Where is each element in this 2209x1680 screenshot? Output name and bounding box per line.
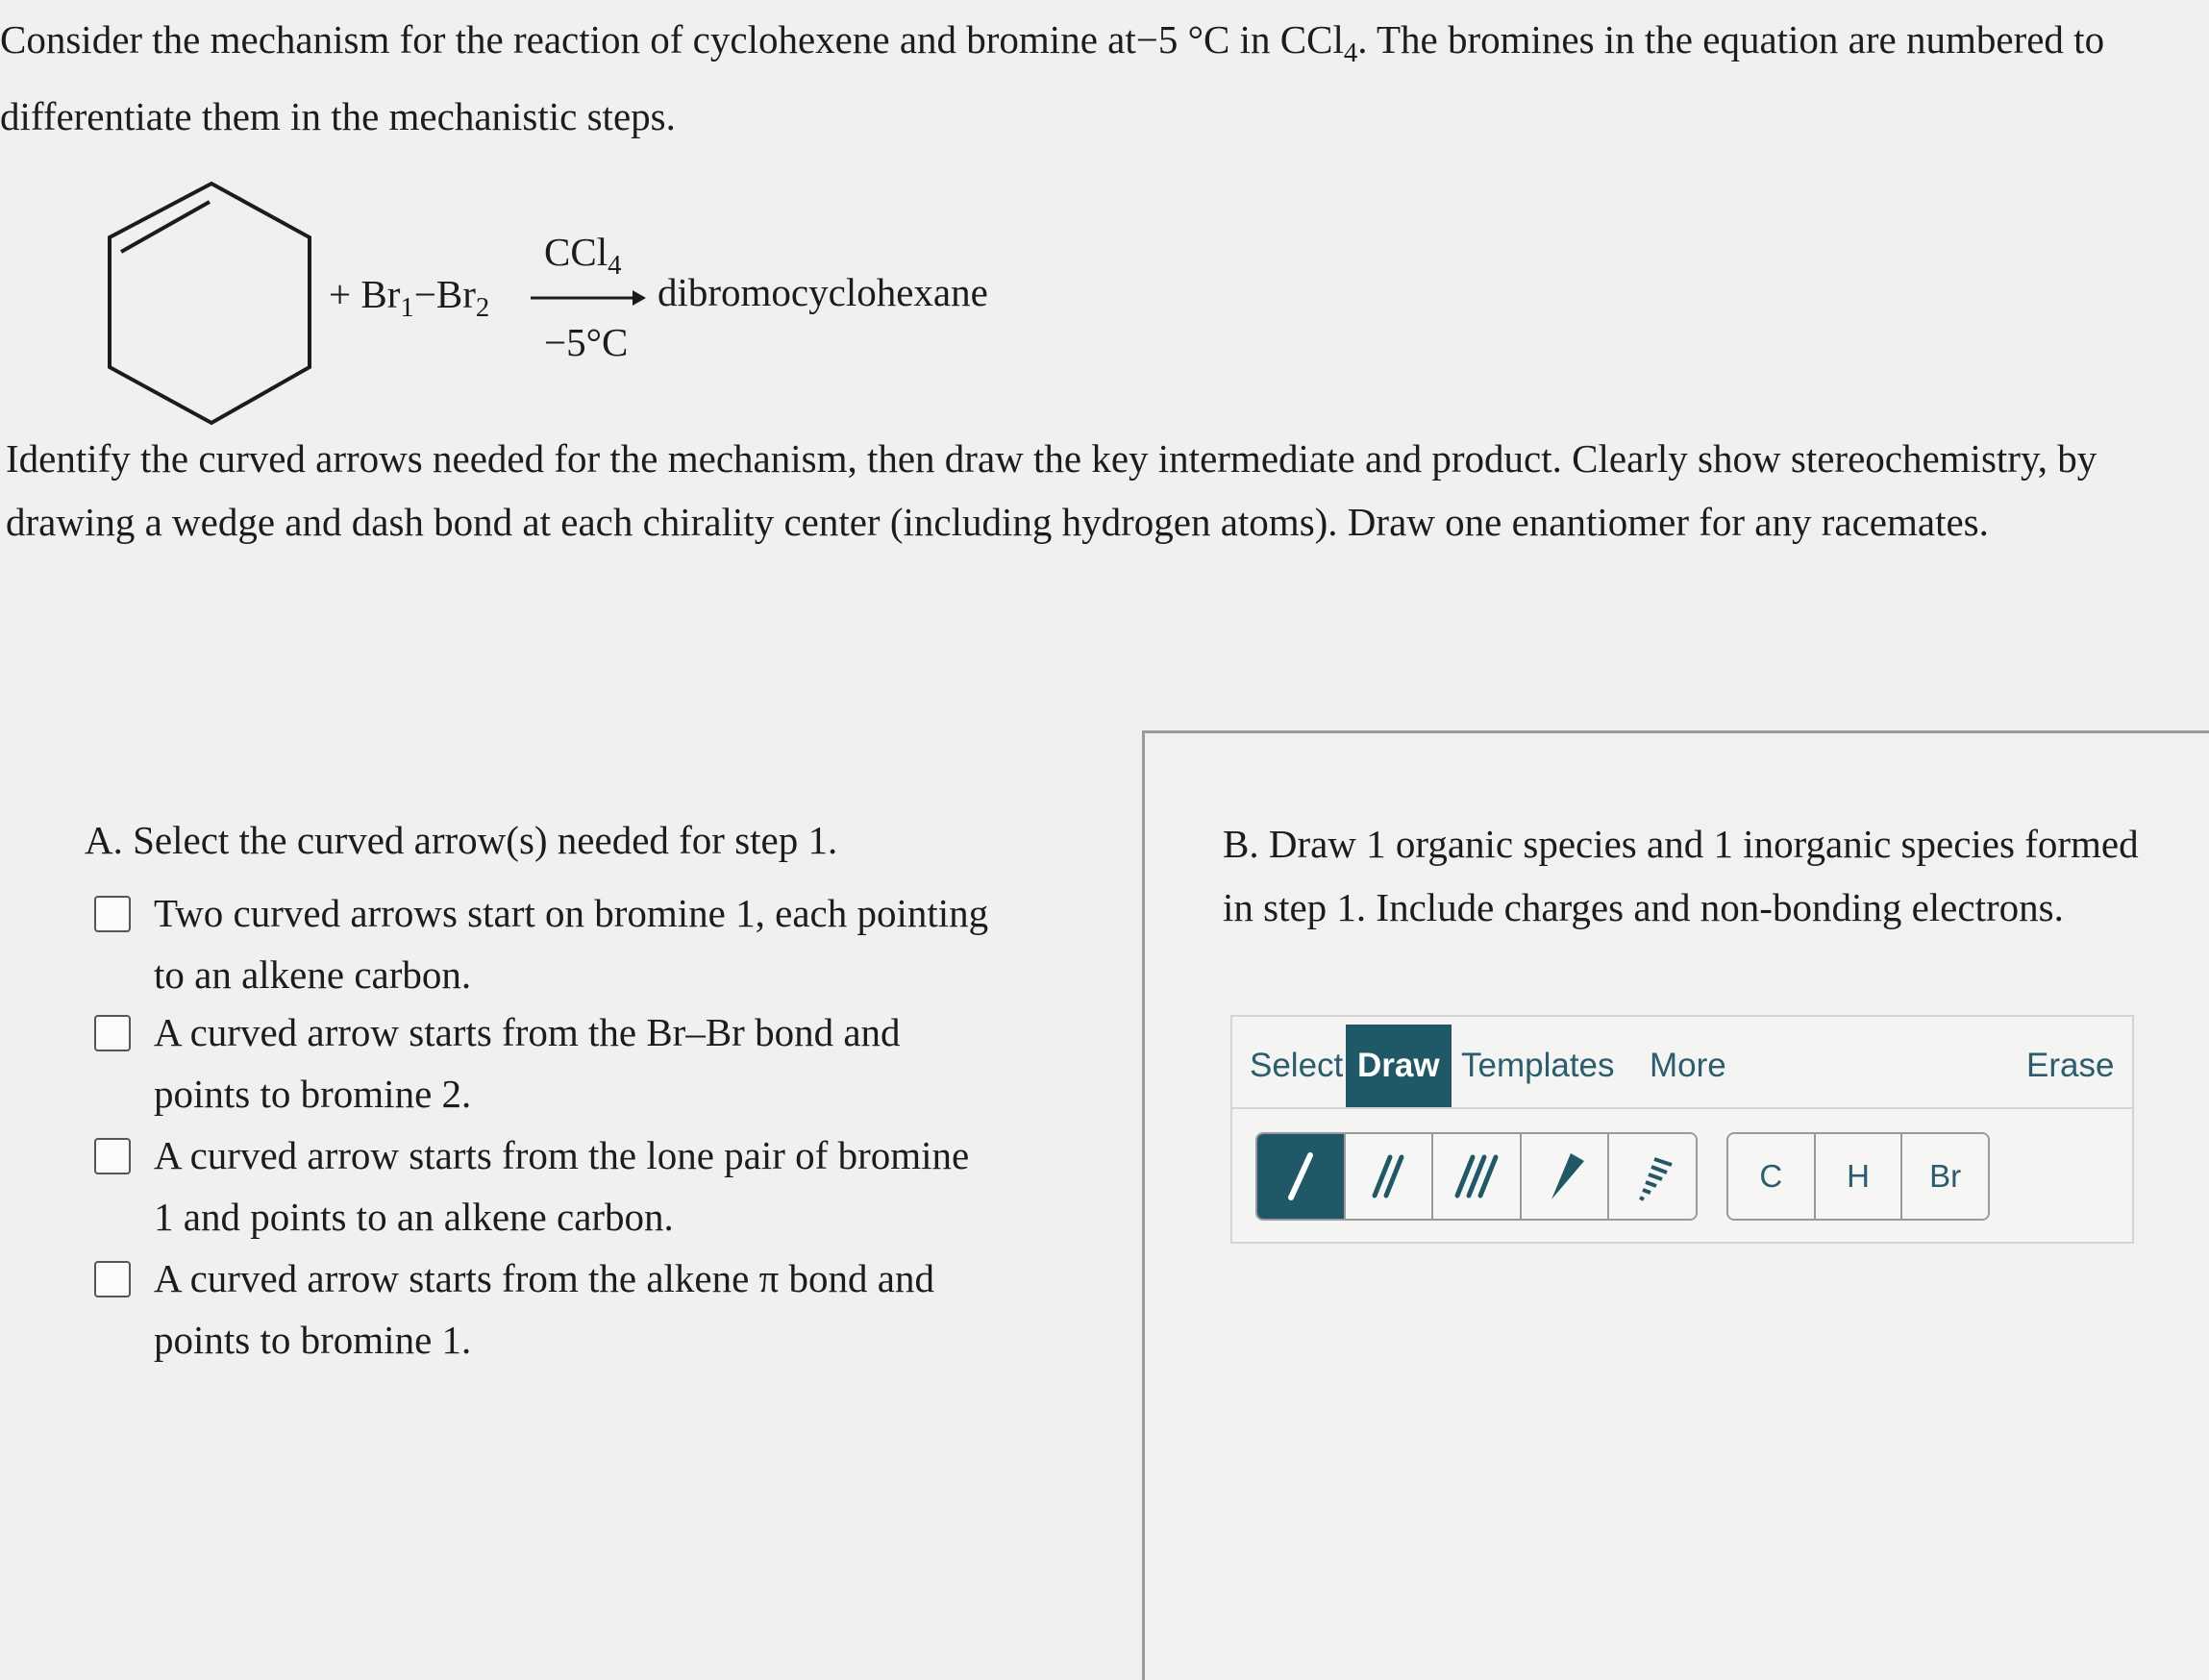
option-2-checkbox[interactable] bbox=[94, 1015, 131, 1051]
single-bond-icon bbox=[1272, 1148, 1329, 1205]
option-4-label: A curved arrow starts from the alkene π bond and points to bromine 1. bbox=[154, 1256, 934, 1362]
temperature-label: −5°C bbox=[544, 320, 629, 364]
product-label: dibromocyclohexane bbox=[658, 270, 988, 314]
part-b-title: B. Draw 1 organic species and 1 inorganic species formed in step 1. Include charges and non-bonding electrons. bbox=[1223, 822, 2139, 929]
atom-h-button[interactable]: H bbox=[1816, 1134, 1903, 1219]
atom-c-button[interactable]: C bbox=[1728, 1134, 1816, 1219]
option-1-checkbox[interactable] bbox=[94, 896, 131, 932]
structure-editor bbox=[1230, 1015, 2134, 1244]
option-3[interactable] bbox=[94, 1124, 998, 1248]
dash-bond-button[interactable] bbox=[1609, 1134, 1696, 1219]
reaction-equation bbox=[87, 163, 1144, 432]
option-1-label: Two curved arrows start on bromine 1, each pointing to an alkene carbon. bbox=[154, 891, 989, 997]
wedge-bond-icon bbox=[1536, 1148, 1594, 1205]
menu-more[interactable]: More bbox=[1650, 1047, 1726, 1084]
atom-toolbar bbox=[1726, 1132, 1990, 1221]
menu-draw[interactable]: Draw bbox=[1346, 1025, 1452, 1107]
erase-button[interactable]: Erase bbox=[2026, 1047, 2115, 1084]
reactant-plus-bromine: + $Br_1-Br_2$ bbox=[329, 272, 490, 324]
intro-text: Consider the mechanism for the reaction of cyclohexene and bromine at−5 °C in CCl$_4$. The bromines in the equation are numbered to differentiate them in the mechanistic steps. bbox=[0, 17, 2105, 139]
option-1[interactable] bbox=[94, 882, 998, 1005]
part-a-title: A. Select the curved arrow(s) needed for step 1. bbox=[85, 818, 838, 862]
option-3-label: A curved arrow starts from the lone pair of bromine 1 and points to an alkene carbon. bbox=[154, 1133, 970, 1239]
atom-br-button[interactable]: Br bbox=[1902, 1134, 1988, 1219]
double-bond-button[interactable] bbox=[1346, 1134, 1434, 1219]
triple-bond-button[interactable] bbox=[1433, 1134, 1522, 1219]
double-bond-icon bbox=[1359, 1148, 1417, 1205]
option-3-checkbox[interactable] bbox=[94, 1138, 131, 1174]
option-4-checkbox[interactable] bbox=[94, 1261, 131, 1297]
cyclohexene-ring bbox=[110, 184, 310, 423]
bond-toolbar bbox=[1255, 1132, 1698, 1221]
option-2[interactable] bbox=[94, 1001, 998, 1124]
editor-menubar bbox=[1232, 1017, 2132, 1109]
option-4[interactable] bbox=[94, 1248, 998, 1371]
option-2-label: A curved arrow starts from the Br–Br bond and points to bromine 2. bbox=[154, 1010, 901, 1116]
single-bond-button[interactable] bbox=[1257, 1134, 1346, 1219]
menu-select[interactable]: Select bbox=[1250, 1047, 1344, 1084]
solvent-label: CCl$_4$ bbox=[544, 230, 622, 282]
triple-bond-icon bbox=[1448, 1148, 1505, 1205]
instructions-text: Identify the curved arrows needed for the mechanism, then draw the key intermediate and product. Clearly show stereochemistry, by drawing a wedge and dash bond at each chirality center (including hydrogen atoms). Draw one enantiomer for any racemates. bbox=[6, 436, 2097, 544]
wedge-bond-button[interactable] bbox=[1522, 1134, 1610, 1219]
dash-bond-icon bbox=[1624, 1148, 1681, 1205]
menu-templates[interactable]: Templates bbox=[1461, 1047, 1615, 1084]
